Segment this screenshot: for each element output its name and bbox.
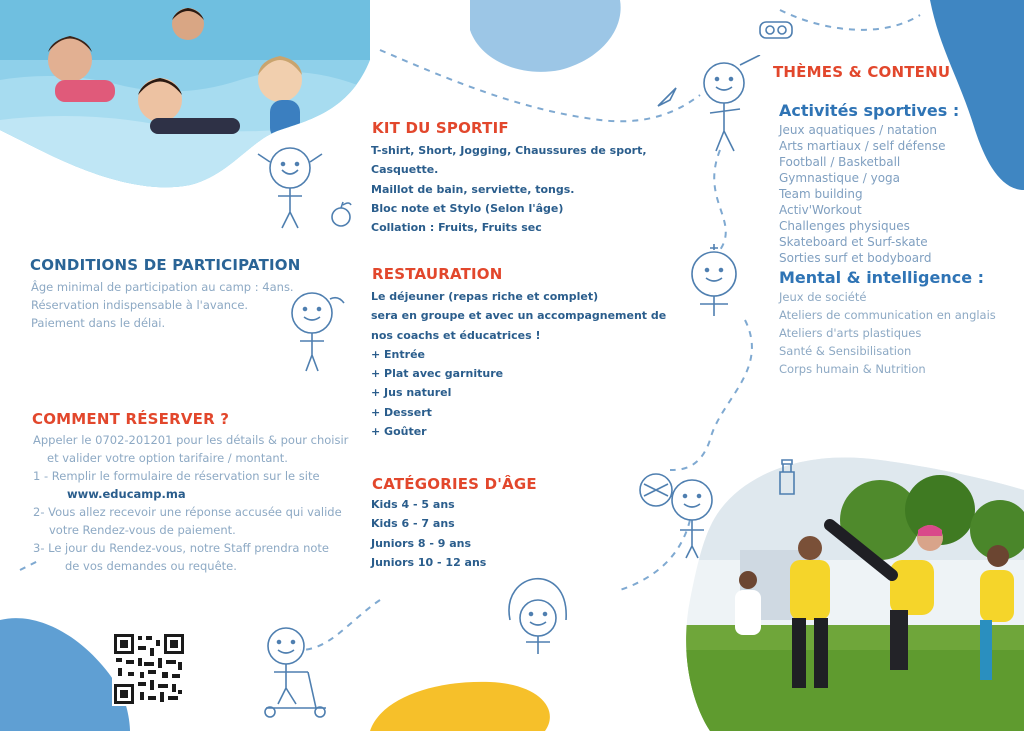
reserver-text — [33, 431, 348, 575]
reserver-line: 2- Vous allez recevoir une réponse accusée qui valide — [33, 505, 342, 519]
sport-item: Activ'Workout — [779, 203, 862, 217]
restauration-title: RESTAURATION — [372, 265, 503, 283]
category-line: Kids 4 - 5 ans — [371, 498, 455, 511]
doodle-kid-icon — [636, 470, 726, 560]
sport-item: Arts martiaux / self défense — [779, 139, 946, 153]
themes-title: THÈMES & CONTENU — [773, 63, 951, 81]
mental-item: Jeux de société — [779, 290, 867, 304]
qr-code-icon — [112, 632, 186, 706]
kit-line: Collation : Fruits, Fruits sec — [371, 221, 542, 235]
sport-item: Football / Basketball — [779, 155, 901, 169]
apple-icon — [328, 200, 354, 230]
kit-list — [371, 141, 647, 237]
kit-line: Casquette. — [371, 163, 439, 177]
reserver-line: 1 - Remplir le formulaire de réservation sur le site — [33, 469, 320, 483]
sport-item: Skateboard et Surf-skate — [779, 235, 928, 249]
category-line: Kids 6 - 7 ans — [371, 517, 455, 531]
sport-title: Activités sportives : — [779, 101, 960, 120]
sport-list — [779, 122, 946, 266]
restauration-line: nos coachs et éducatrices ! — [371, 328, 541, 342]
restauration-line: + Entrée — [371, 347, 425, 361]
reserver-line: Appeler le 0702-201201 pour les détails & pour choisir — [33, 433, 349, 447]
mental-item: Corps humain & Nutrition — [779, 362, 926, 376]
reserver-title: COMMENT RÉSERVER ? — [32, 410, 230, 428]
sport-item: Gymnastique / yoga — [779, 171, 901, 185]
doodle-kid-icon — [676, 240, 756, 330]
mental-item: Ateliers de communication en anglais — [779, 308, 996, 322]
restauration-list — [371, 287, 666, 441]
category-line: Juniors 8 - 9 ans — [371, 536, 472, 550]
conditions-line: Âge minimal de participation au camp : 4ans. — [31, 280, 294, 294]
reserver-line: votre Rendez-vous de paiement. — [49, 523, 236, 537]
conditions-text — [31, 278, 294, 332]
sport-item: Challenges physiques — [779, 219, 910, 233]
conditions-line: Réservation indispensable à l'avance. — [31, 298, 249, 312]
restauration-line: + Plat avec garniture — [371, 367, 504, 381]
website-link[interactable]: www.educamp.ma — [67, 487, 186, 501]
kit-line: Maillot de bain, serviette, tongs. — [371, 182, 575, 196]
category-line: Juniors 10 - 12 ans — [371, 555, 487, 569]
kit-line: T-shirt, Short, Jogging, Chaussures de sport, — [371, 144, 647, 157]
restauration-line: + Goûter — [371, 425, 427, 439]
doodle-kid-icon — [256, 622, 346, 722]
kit-line: Bloc note et Stylo (Selon l'âge) — [371, 201, 564, 215]
reserver-line: et valider votre option tarifaire / montant. — [47, 451, 288, 465]
categories-list — [371, 495, 486, 572]
reserver-line: de vos demandes ou requête. — [65, 559, 237, 573]
conditions-line: Paiement dans le délai. — [31, 316, 166, 330]
kit-title: KIT DU SPORTIF — [372, 119, 509, 137]
doodle-kid-icon — [248, 140, 328, 230]
sport-item: Jeux aquatiques / natation — [779, 123, 937, 137]
restauration-line: + Dessert — [371, 405, 432, 419]
restauration-line: + Jus naturel — [371, 386, 452, 400]
restauration-line: sera en groupe et avec un accompagnement de — [371, 309, 667, 323]
tape-icon — [758, 20, 794, 40]
sport-item: Team building — [779, 187, 863, 201]
doodle-kid-icon — [500, 560, 580, 660]
categories-title: CATÉGORIES D'ÂGE — [372, 475, 537, 493]
conditions-title: CONDITIONS DE PARTICIPATION — [30, 256, 301, 274]
restauration-line: Le déjeuner (repas riche et complet) — [371, 290, 599, 303]
shuttlecock-icon — [656, 86, 678, 108]
sport-item: Sorties surf et bodyboard — [779, 251, 932, 265]
doodle-kid-icon — [690, 55, 770, 155]
bottle-icon — [772, 458, 802, 498]
mental-item: Ateliers d'arts plastiques — [779, 326, 922, 340]
reserver-line: 3- Le jour du Rendez-vous, notre Staff prendra note — [33, 541, 329, 555]
mental-item: Santé & Sensibilisation — [779, 344, 912, 358]
mental-title: Mental & intelligence : — [779, 268, 985, 287]
mental-list — [779, 288, 996, 378]
